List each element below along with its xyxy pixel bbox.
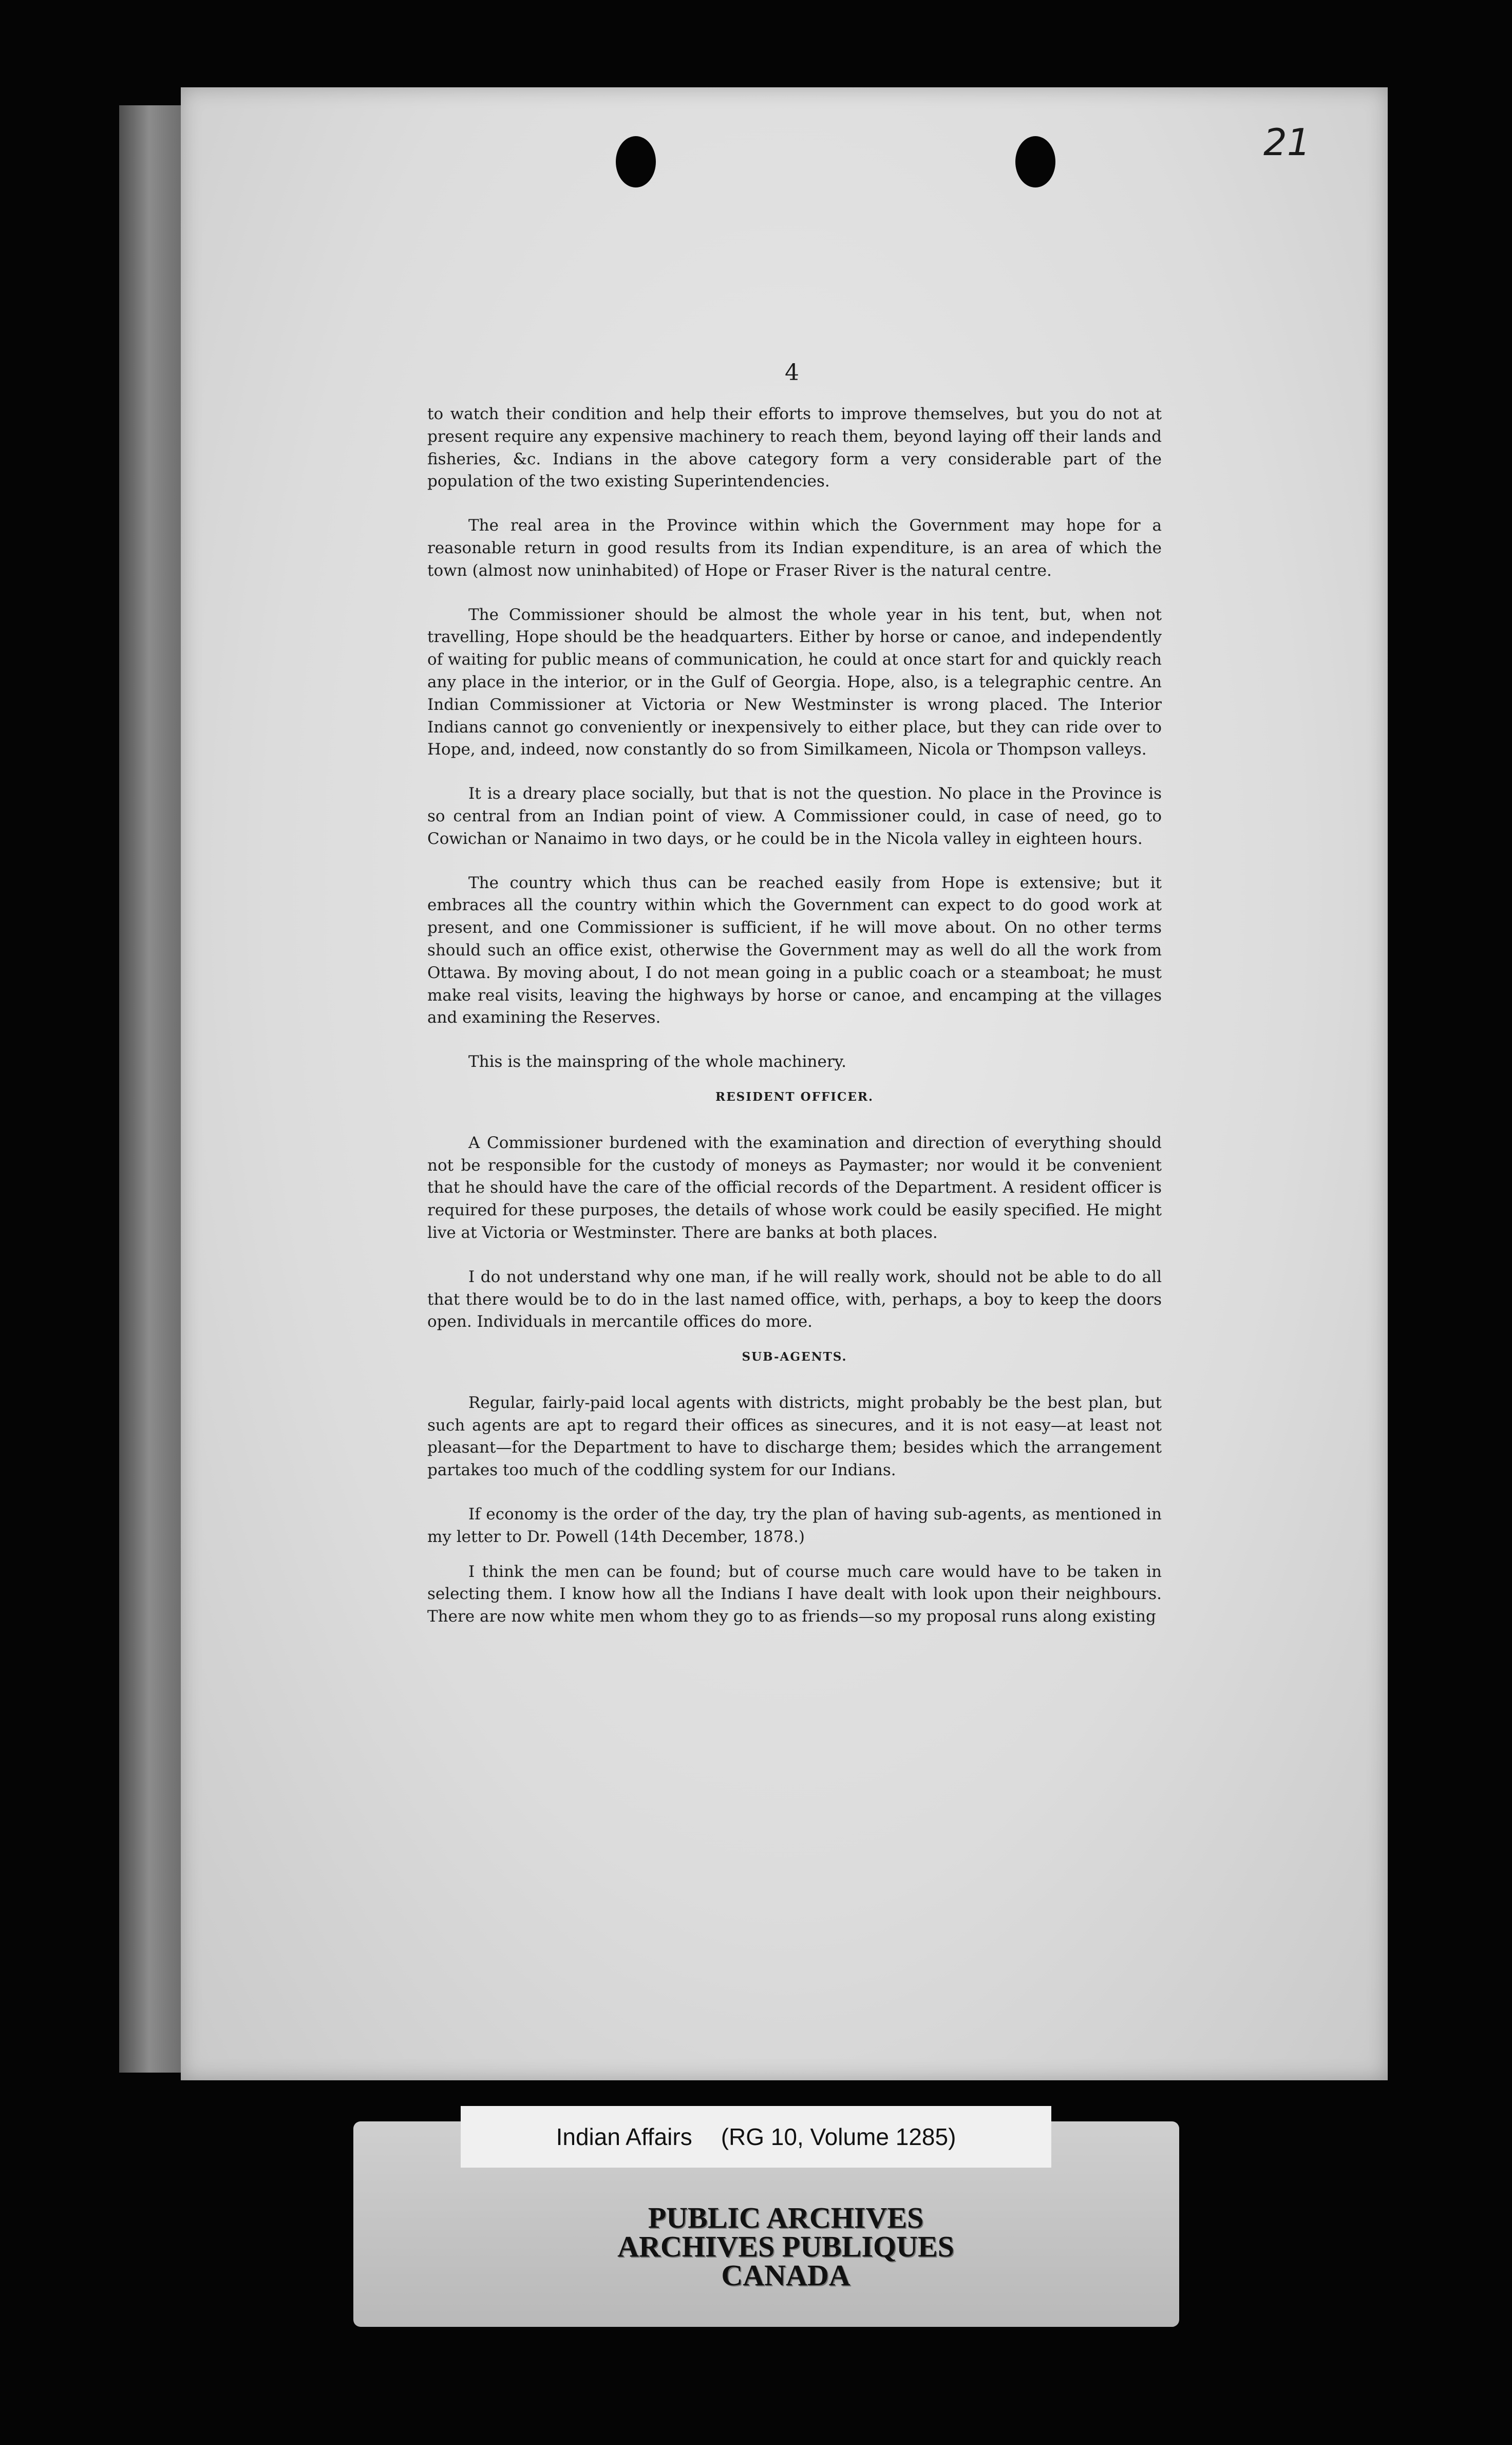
archive-reference-label xyxy=(461,2106,1051,2168)
stamp-line: PUBLIC ARCHIVES xyxy=(648,2201,924,2234)
folio-number: 21 xyxy=(1263,121,1311,164)
collection-name: Indian Affairs xyxy=(556,2123,692,2150)
section-heading-sub-agents: SUB-AGENTS. xyxy=(742,1350,847,1364)
punch-hole-left xyxy=(616,136,656,187)
binding-edge xyxy=(119,105,186,2073)
punch-hole-right xyxy=(1015,136,1055,187)
page-number: 4 xyxy=(785,360,799,386)
paragraph: I do not understand why one man, if he will really work, should not be able to do all that there would be to do in the last named office, with, perhaps, a boy to keep the doors open. Individuals in mercantile offices do more. xyxy=(427,1267,1162,1331)
volume-reference: (RG 10, Volume 1285) xyxy=(721,2123,956,2150)
paragraph: The real area in the Province within which the Government may hope for a reasonable return in good results from its Indian expenditure, is an area of which the town (almost now uninhabited) of Hope or Fraser River is the natural centre. xyxy=(427,516,1162,580)
paragraph: It is a dreary place socially, but that is not the question. No place in the Province is so central from an Indian point of view. A Commissioner could, in case of need, go to Cowichan or Nanaimo in two days, or he could be in the Nicola valley in eighteen hours. xyxy=(427,784,1162,848)
paragraph: to watch their condition and help their efforts to improve themselves, but you do not at present require any expensive machinery to reach them, beyond laying off their lands and fisheries, &c. Indians in the above category form a very considerable part of the population of the two existing Superintendencies. xyxy=(427,405,1162,491)
stamp-line: CANADA xyxy=(721,2259,850,2292)
document-text xyxy=(427,403,1162,1650)
paragraph: Regular, fairly-paid local agents with districts, might probably be the best plan, but such agents are apt to regard their offices as sinecures, and it is not easy—at least not pleasant—for the Department to have to discharge them; besides which the arrangement partakes too much of the coddling system for our Indians. xyxy=(427,1393,1162,1480)
paragraph: The country which thus can be reached easily from Hope is extensive; but it embraces all the country within which the Government can expect to do good work at present, and one Commissioner is sufficient, if he will move about. On no other terms should such an office exist, otherwise the Government may as well do all the work from Ottawa. By moving about, I do not mean going in a public coach or a steamboat; he must make real visits, leaving the highways by horse or canoe, and encamping at the villages and examining the Reserves. xyxy=(427,873,1162,1027)
section-heading-resident-officer: RESIDENT OFFICER. xyxy=(715,1089,874,1104)
stamp-line: ARCHIVES PUBLIQUES xyxy=(617,2230,954,2263)
paragraph: I think the men can be found; but of course much care would have to be taken in selecting them. I know how all the Indians I have dealt with look upon their neighbours. There are now white men whom they go to as friends—so my proposal runs along existing xyxy=(427,1562,1162,1626)
archives-stamp xyxy=(606,2201,966,2292)
paragraph: If economy is the order of the day, try the plan of having sub-agents, as mentioned in my letter to Dr. Powell (14th December, 1878.) xyxy=(427,1505,1162,1546)
paragraph: The Commissioner should be almost the whole year in his tent, but, when not travelling, Hope should be the headquarters. Either by horse or canoe, and independently of waiting for public means of communication, he could at once start for and quickly reach any place in the interior, or in the Gulf of Georgia. Hope, also, is a telegraphic centre. An Indian Commissioner at Victoria or New Westminster is wrong placed. The Interior Indians cannot go conveniently or inexpensively to either place, but they can ride over to Hope, and, indeed, now constantly do so from Similkameen, Nicola or Thompson valleys. xyxy=(427,605,1162,759)
paragraph: A Commissioner burdened with the examination and direction of everything should not be responsible for the custody of moneys as Paymaster; nor would it be convenient that he should have the care of the official records of the Department. A resident officer is required for these purposes, the details of whose work could be easily specified. He might live at Victoria or Westminster. There are banks at both places. xyxy=(427,1133,1162,1242)
paragraph: This is the mainspring of the whole machinery. xyxy=(468,1052,846,1071)
